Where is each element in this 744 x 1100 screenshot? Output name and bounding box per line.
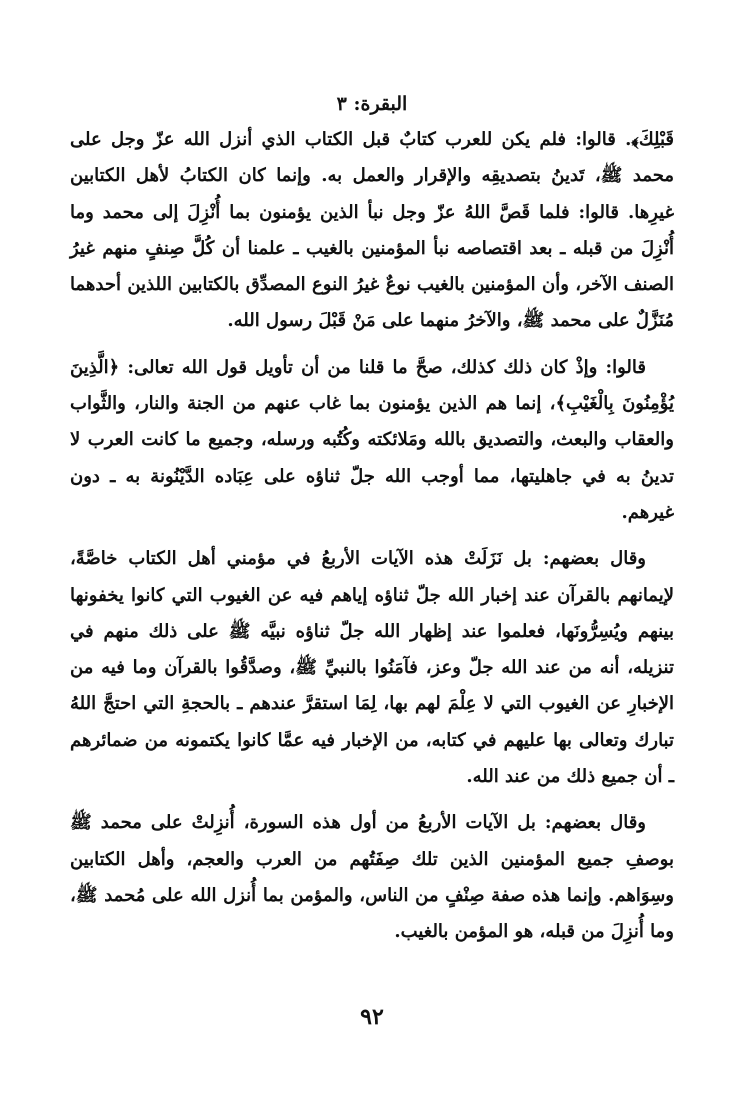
running-header: البقرة: ٣ bbox=[336, 93, 408, 115]
paragraph-1: قَبْلِكَ﴾. قالوا: فلم يكن للعرب كتابٌ قبل الكتاب الذي أنزل الله عزّ وجل على محمد ﷺ، تَدينُ بتصديقِه والإقرار والعمل به. وإنما كان الكتابُ لأهل الكتابين غيرِها. قالوا: فلما قَصَّ اللهُ عزّ وجل نبأ الذين يؤمنون بما أُنْزِلَ إلى محمد وما أُنْزِلَ من قبله ـ بعد اقتصاصه نبأ المؤمنين بالغيب ـ علمنا أن كُلَّ صِنفٍ منهم غيرُ الصنف الآخر، وأن المؤمنين بالغيب نوعٌ غيرُ النوع المصدِّق بالكتابين اللذين أحدهما مُنَزَّلٌ على محمد ﷺ، والآخرُ منهما على مَنْ قَبْلَ رسول الله. bbox=[70, 129, 674, 332]
paragraph-4: وقال بعضهم: بل الآيات الأربعُ من أول هذه السورة، أُنزِلتْ على محمد ﷺ بوصفِ جميع المؤمنين الذين تلك صِفَتُهم من العرب والعجم، وأهل الكتابين وسِوَاهم. وإنما هذه صفة صِنْفٍ من الناس، والمؤمن بما أُنزل الله على مُحمد ﷺ، وما أُنزِلَ من قبله، هو المؤمن بالغيب. bbox=[70, 812, 674, 943]
page-number: ٩٢ bbox=[360, 1004, 384, 1030]
page-body bbox=[70, 90, 674, 961]
paragraph-3: وقال بعضهم: بل نَزَلَتْ هذه الآيات الأربعُ في مؤمني أهل الكتاب خاصَّةً، لإيمانهم بالقرآن عند إخبار الله جلّ ثناؤه إياهم فيه عن الغيوب التي كانوا يخفونها بينهم ويُسِرُّونَها، فعلموا عند إظهار الله جلّ ثناؤه نبيَّه ﷺ على ذلك منهم في تنزيله، أنه من عند الله جلّ وعز، فآمَنُوا بالنبيِّ ﷺ، وصدَّقُوا بالقرآن وما فيه من الإخبارِ عن الغيوب التي لا عِلْمَ لهم بها، لِمَا استقرَّ عندهم ـ بالحجةِ التي احتجَّ اللهُ تبارك وتعالى بها عليهم في كتابه، من الإخبار فيه عمَّا كانوا يكتمونه من ضمائرهم ـ أن جميع ذلك من عند الله. bbox=[70, 548, 674, 788]
paragraph-2: قالوا: وإذْ كان ذلك كذلك، صحَّ ما قلنا من أن تأويل قول الله تعالى: ﴿الَّذِينَ يُؤْمِنُونَ بِالْغَيْبِ﴾، إنما هم الذين يؤمنون بما غاب عنهم من الجنة والنار، والثَّواب والعقاب والبعث، والتصديق بالله ومَلائكته وكُتُبه ورسله، وجميع ما كانت العرب لا تدينُ به في جاهليتها، مما أوجب الله جلّ ثناؤه على عِبَاده الدَّيْنُونة به ـ دون غيرهم. bbox=[70, 356, 674, 523]
